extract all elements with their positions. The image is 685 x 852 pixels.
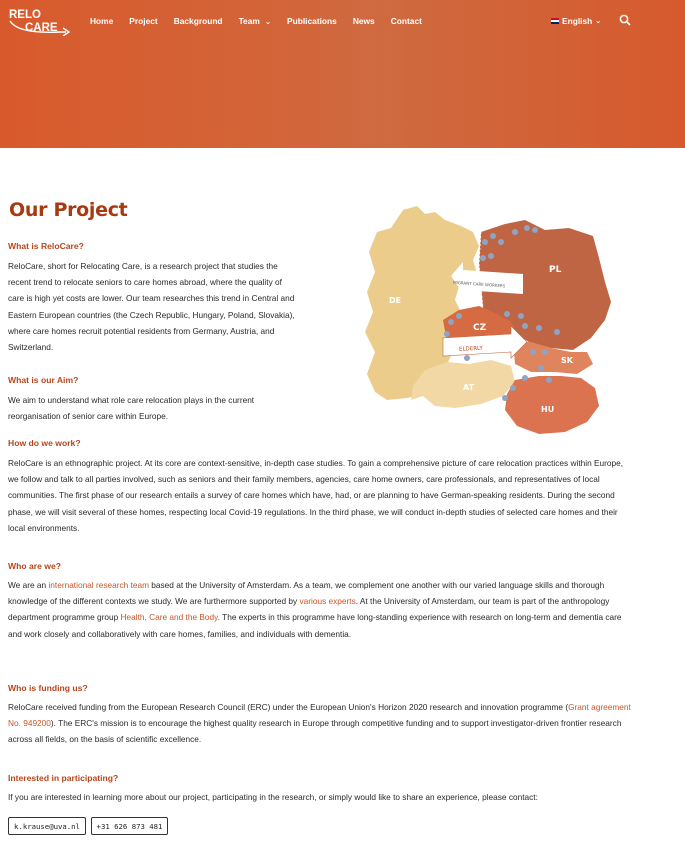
aim-heading: What is our Aim? (8, 375, 79, 385)
chevron-down-icon: ⌄ (595, 18, 602, 25)
international-team-link[interactable]: international research team (48, 580, 149, 590)
logo-line2: CARE (25, 22, 58, 34)
map-label-at: AT (463, 383, 475, 392)
funding-heading: Who is funding us? (8, 683, 88, 693)
what-text: ReloCare, short for Relocating Care, is a research project that studies the recent trend to relocate seniors to care homes abroad, where the quality of care is high yet costs are lower. Our team researches this trend in Central and Eastern European countries (the Czech Republic, Hungary, Poland, Slovakia), where care homes recruit potential residents from Germany, Austria, and Switzerland. (8, 261, 295, 353)
what-heading: What is ReloCare? (8, 241, 84, 251)
nav-project[interactable]: Project (129, 16, 158, 26)
language-switcher[interactable] (551, 16, 601, 26)
map-label-cz: CZ (473, 323, 487, 333)
map-label-sk: SK (561, 356, 573, 365)
chevron-down-icon: ⌄ (265, 19, 272, 26)
uk-flag-icon (551, 18, 559, 24)
funding-text (8, 699, 633, 748)
who-text-part2: based at the University of Amsterdam. As a team, we complement one another with our varied language skills and thorough knowledge of the different contexts we study. We are furthermore supported by (8, 580, 605, 607)
map-label-hu: HU (541, 405, 555, 414)
nav-team[interactable] (239, 16, 271, 26)
arrow-elderly-label: ELDERLY (458, 345, 483, 353)
who-heading: Who are we? (8, 561, 62, 571)
nav-team-label: Team (238, 16, 260, 26)
phone-button[interactable]: +31 626 873 481 (91, 817, 168, 835)
nav-background[interactable]: Background (173, 16, 223, 26)
nav-publications[interactable]: Publications (287, 16, 337, 26)
search-icon[interactable] (619, 14, 631, 26)
arrow-migrant-label: MIGRANT CARE WORKERS (453, 279, 506, 289)
nav-contact[interactable]: Contact (390, 16, 422, 26)
who-text-part1: We are an (8, 580, 49, 590)
europe-map-illustration (355, 202, 625, 438)
participate-text: If you are interested in learning more about our project, participating in the research, or simply would like to share an experience, please contact: (8, 792, 538, 802)
how-text: ReloCare is an ethnographic project. At its core are context-sensitive, in-depth case studies. To gain a comprehensive picture of care relocation practices within Europe, we follow and talk to all parties involved, such as seniors and their family members, agencies, care home owners, care professionals, and representatives of local communities. The first phase of our research entails a survey of care homes which have, had, or are planning to have German-speaking residents. During the second phase, we will visit several of these homes, respecting local Covid-19 regulations. In the third phase, we will conduct in-depth studies of selected care homes and their local environments. (8, 458, 624, 533)
logo-line1: RELO (9, 9, 41, 21)
main-nav (90, 16, 438, 26)
map-label-pl: PL (549, 265, 562, 275)
participate-heading: Interested in participating? (8, 773, 119, 783)
nav-news[interactable]: News (352, 16, 375, 26)
who-text (8, 577, 633, 642)
various-experts-link[interactable]: various experts (299, 596, 356, 607)
email-button[interactable]: k.krause@uva.nl (8, 817, 86, 835)
funding-text-part1: ReloCare received funding from the European Research Council (ERC) under the European Union's Horizon 2020 research and innovation programme ( (8, 702, 569, 712)
relocare-logo[interactable] (8, 6, 74, 36)
nav-home[interactable]: Home (90, 16, 114, 26)
aim-text: We aim to understand what role care relocation plays in the current reorganisation of senior care within Europe. (8, 395, 255, 422)
who-text-part4: . The experts in this programme have long-standing experience with research on long-term and dementia care and work closely and collaboratively with care homes, families, and individuals with dementia. (8, 612, 622, 639)
health-care-body-link[interactable]: Health, Care and the Body (120, 612, 218, 623)
page-title: Our Project (9, 199, 128, 221)
how-heading: How do we work? (8, 438, 81, 448)
who-text-part3: . At the University of Amsterdam, our team is part of the anthropology department programme group (8, 596, 610, 623)
grant-agreement-link[interactable]: Grant agreement No. 949200 (8, 702, 631, 729)
hero-banner (0, 0, 685, 148)
funding-text-part2: ). The ERC's mission is to encourage the highest quality research in Europe through competitive funding and to support investigator-driven frontier research across all fields, on the basis of scientific excellence. (8, 718, 622, 745)
language-label: English (562, 16, 593, 26)
map-label-de: DE (389, 296, 402, 305)
